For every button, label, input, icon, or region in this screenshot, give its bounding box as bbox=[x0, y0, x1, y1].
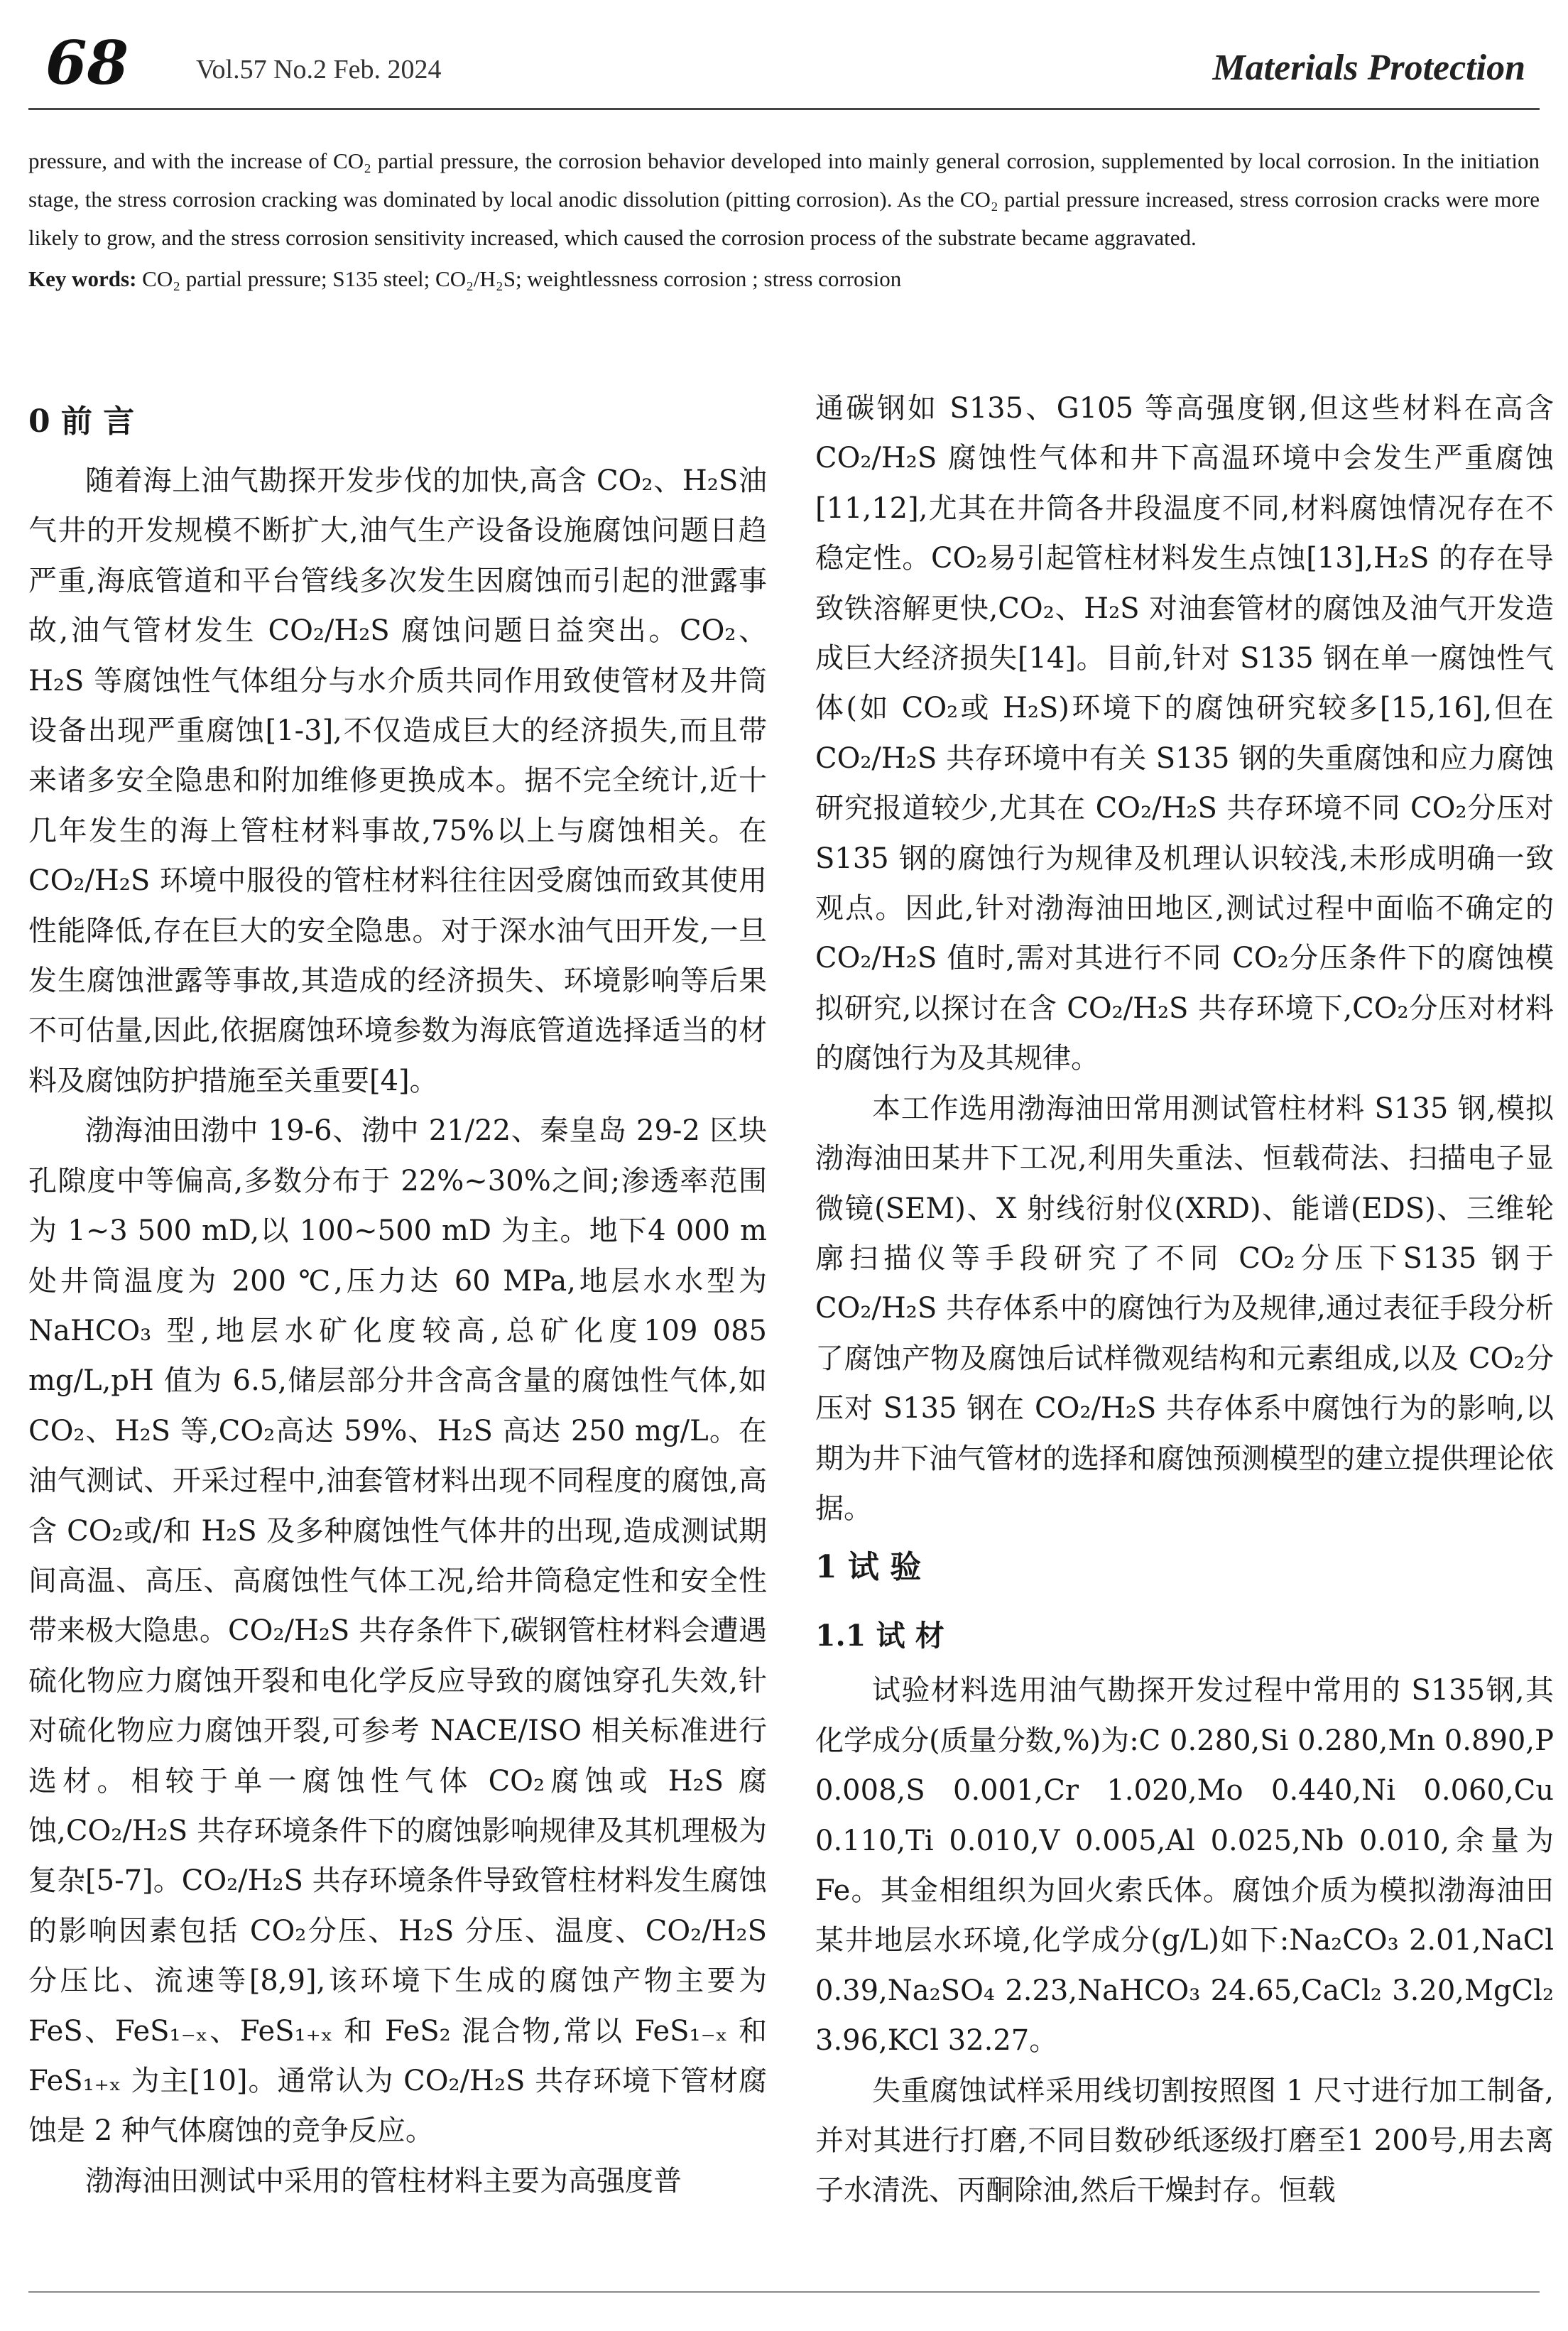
intro-paragraph-4: 本工作选用渤海油田常用测试管柱材料 S135 钢,模拟渤海油田某井下工况,利用失重法、恒载荷法、扫描电子显微镜(SEM)、X 射线衍射仪(XRD)、能谱(EDS)、三维轮廓扫描仪等手段研究了不同 CO₂分压下S135 钢于 CO₂/H₂S 共存体系中的腐蚀行为及规律,通过表征手段分析了腐蚀产物及腐蚀后试样微观结构和元素组成,以及 CO₂分压对 S135 钢在 CO₂/H₂S 共存体系中腐蚀行为的影响,以期为井下油气管材的选择和腐蚀预测模型的建立提供理论依据。 bbox=[815, 1092, 1554, 1525]
header-divider bbox=[28, 108, 1540, 110]
right-column bbox=[815, 384, 1554, 2216]
abstract-block bbox=[28, 142, 1540, 298]
page-header bbox=[28, 28, 1540, 99]
intro-paragraph-3: 渤海油田测试中采用的管柱材料主要为高强度普 bbox=[85, 2164, 682, 2197]
left-column bbox=[28, 388, 767, 2206]
page-number: 68 bbox=[45, 28, 129, 98]
footer-divider bbox=[28, 2291, 1540, 2293]
abstract-continuation: pressure, and with the increase of CO₂ partial pressure, the corrosion behavior developed into mainly general corrosion, supplemented by local corrosion. In the initiation stage, the stress corrosion cracking was dominated by local anodic dissolution (pitting corrosion). As the CO₂ partial pressure increased, stress corrosion cracks were more likely to grow, and the stress corrosion sensitivity increased, which caused the corrosion process of the substrate became aggravated. bbox=[28, 148, 1540, 250]
keywords-line bbox=[28, 260, 1540, 298]
volume-info: Vol.57 No.2 Feb. 2024 bbox=[196, 55, 442, 85]
experiment-heading: 1 试 验 bbox=[815, 1549, 922, 1586]
keywords-text: CO₂ partial pressure; S135 steel; CO₂/H₂S; weightlessness corrosion ; stress corrosion bbox=[142, 266, 902, 291]
journal-title: Materials Protection bbox=[1212, 48, 1525, 88]
intro-paragraph-3-continued: 通碳钢如 S135、G105 等高强度钢,但这些材料在高含CO₂/H₂S 腐蚀性气体和井下高温环境中会发生严重腐蚀[11,12],尤其在井筒各井段温度不同,材料腐蚀情况存在不稳定性。CO₂易引起管柱材料发生点蚀[13],H₂S 的存在导致铁溶解更快,CO₂、H₂S 对油套管材的腐蚀及油气开发造成巨大经济损失[14]。目前,针对 S135 钢在单一腐蚀性气体(如 CO₂或 H₂S)环境下的腐蚀研究较多[15,16],但在 CO₂/H₂S 共存环境中有关 S135 钢的失重腐蚀和应力腐蚀研究报道较少,尤其在 CO₂/H₂S 共存环境不同 CO₂分压对 S135 钢的腐蚀行为规律及机理认识较浅,未形成明确一致观点。因此,针对渤海油田地区,测试过程中面临不确定的 CO₂/H₂S 值时,需对其进行不同 CO₂分压条件下的腐蚀模拟研究,以探讨在含 CO₂/H₂S 共存环境下,CO₂分压对材料的腐蚀行为及其规律。 bbox=[815, 392, 1554, 1075]
materials-paragraph-1: 试验材料选用油气勘探开发过程中常用的 S135钢,其化学成分(质量分数,%)为:C 0.280,Si 0.280,Mn 0.890,P 0.008,S 0.001,Cr 1.020,Mo 0.440,Ni 0.060,Cu 0.110,Ti 0.010,V 0.005,Al 0.025,Nb 0.010,余量为 Fe。其金相组织为回火索氏体。腐蚀介质为模拟渤海油田某井地层水环境,化学成分(g/L)如下:Na₂CO₃ 2.01,NaCl 0.39,Na₂SO₄ 2.23,NaHCO₃ 24.65,CaCl₂ 3.20,MgCl₂ 3.96,KCl 32.27。 bbox=[815, 1674, 1554, 2058]
materials-paragraph-2: 失重腐蚀试样采用线切割按照图 1 尺寸进行加工制备,并对其进行打磨,不同目数砂纸逐级打磨至1 200号,用去离子水清洗、丙酮除油,然后干燥封存。恒载 bbox=[815, 2074, 1554, 2207]
intro-paragraph-2: 渤海油田渤中 19-6、渤中 21/22、秦皇岛 29-2 区块孔隙度中等偏高,多数分布于 22%~30%之间;渗透率范围为 1~3 500 mD,以 100~500 mD 为主。地下4 000 m 处井筒温度为 200 ℃,压力达 60 MPa,地层水水型为 NaHCO₃ 型,地层水矿化度较高,总矿化度109 085 mg/L,pH 值为 6.5,储层部分井含高含量的腐蚀性气体,如 CO₂、H₂S 等,CO₂高达 59%、H₂S 高达 250 mg/L。在油气测试、开采过程中,油套管材料出现不同程度的腐蚀,高含 CO₂或/和 H₂S 及多种腐蚀性气体井的出现,造成测试期间高温、高压、高腐蚀性气体工况,给井筒稳定性和安全性带来极大隐患。CO₂/H₂S 共存条件下,碳钢管柱材料会遭遇硫化物应力腐蚀开裂和电化学反应导致的腐蚀穿孔失效,针对硫化物应力腐蚀开裂,可参考 NACE/ISO 相关标准进行选材。相较于单一腐蚀性气体 CO₂腐蚀或 H₂S 腐蚀,CO₂/H₂S 共存环境条件下的腐蚀影响规律及其机理极为复杂[5-7]。CO₂/H₂S 共存环境条件导致管柱材料发生腐蚀的影响因素包括 CO₂分压、H₂S 分压、温度、CO₂/H₂S 分压比、流速等[8,9],该环境下生成的腐蚀产物主要为 FeS、FeS₁₋ₓ、FeS₁₊ₓ 和 FeS₂ 混合物,常以 FeS₁₋ₓ 和 FeS₁₊ₓ 为主[10]。通常认为 CO₂/H₂S 共存环境下管材腐蚀是 2 种气体腐蚀的竞争反应。 bbox=[28, 1114, 767, 2148]
keywords-label: Key words: bbox=[28, 266, 137, 291]
intro-paragraph-1: 随着海上油气勘探开发步伐的加快,高含 CO₂、H₂S油气井的开发规模不断扩大,油气生产设备设施腐蚀问题日趋严重,海底管道和平台管线多次发生因腐蚀而引起的泄露事故,油气管材发生 CO₂/H₂S 腐蚀问题日益突出。CO₂、H₂S 等腐蚀性气体组分与水介质共同作用致使管材及井筒设备出现严重腐蚀[1-3],不仅造成巨大的经济损失,而且带来诸多安全隐患和附加维修更换成本。据不完全统计,近十几年发生的海上管柱材料事故,75%以上与腐蚀相关。在 CO₂/H₂S 环境中服役的管柱材料往往因受腐蚀而致其使用性能降低,存在巨大的安全隐患。对于深水油气田开发,一旦发生腐蚀泄露等事故,其造成的经济损失、环境影响等后果不可估量,因此,依据腐蚀环境参数为海底管道选择适当的材料及腐蚀防护措施至关重要[4]。 bbox=[28, 464, 767, 1097]
intro-heading: 0 前 言 bbox=[28, 403, 135, 440]
materials-heading: 1.1 试 材 bbox=[815, 1619, 944, 1653]
